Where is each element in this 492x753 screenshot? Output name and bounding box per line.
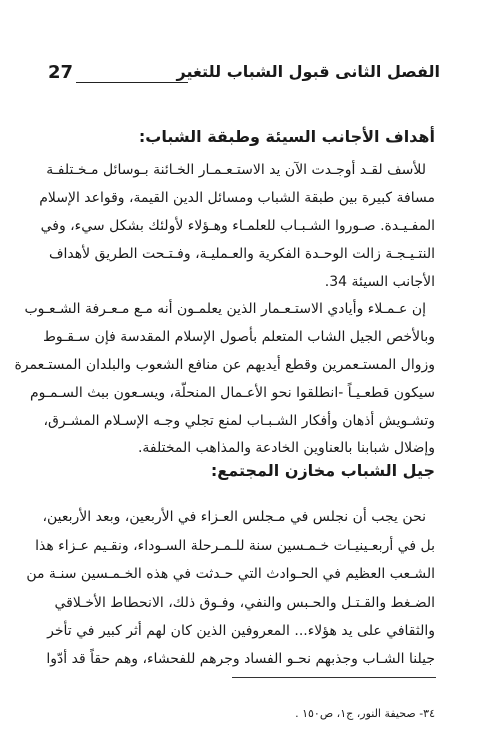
text-line: الضـغط والقـتـل والحـبس والنفي، وفـوق ذلك، الانحطاط الأخـلاقي — [54, 595, 435, 611]
text-line: وتشـويش أذهان وأفكار الشـبـاب لمنع تجلي وجـه الإسـلام المشـرق، — [43, 413, 435, 429]
text-line: للأسف لقـد أوجـدت الآن يد الاستـعـمـار الخـائنة بـوسائل مـخـتلفـة — [46, 162, 426, 178]
text-line: مسافة كبيرة بين طبقة الشباب ومسائل الدين القيمة، وقواعد الإسلام — [39, 190, 435, 206]
text-line: بل في أربعـينيـات خـمـسين سنة للـمـرحلة السـوداء، ونقـيم عـزاء هذا — [35, 538, 435, 554]
page-header — [40, 62, 440, 92]
running-title: الفصل الثانى قبول الشباب للتغير — [176, 62, 440, 81]
page-number: 27 — [48, 62, 74, 83]
text-line: الأجانب السيئة 34. — [324, 274, 435, 290]
footnote-rule — [232, 677, 436, 678]
section-heading: أهداف الأجانب السيئة وطبقة الشباب: — [138, 127, 435, 146]
text-line: المفـيـدة. صـوروا الشـبـاب للعلمـاء وهـؤلاء لأولئك بشكل سيء، وفي — [40, 218, 435, 234]
text-line: إن عـمـلاء وأيادي الاستـعـمار الذين يعلمـون أنه مـع مـعـرفة الشـعـوب — [24, 301, 426, 317]
text-line: النتـيـجـة زالت الوحـدة الفكرية والعـمليـة، وفـتـحت الطريق لأهداف — [49, 246, 435, 262]
text-line: وزوال المستـعمرين وقطع أيديهم عن منافع الشعوب والبلدان المستـعمرة — [14, 357, 435, 373]
text-line: الشـعب العظيم في الحـوادث التي حـدثت في هذه الخـمـسين سنـة من — [26, 566, 435, 582]
text-line: سيكون قطعـيـاً -انطلقوا نحو الأعـمال المنحلّة، ويسـعون ببث السـمـوم — [29, 385, 435, 401]
footnote: ٣٤- صحيفة النور، ج١، ص١٥٠ . — [295, 707, 435, 720]
text-line: وبالأخص الجيل الشاب المتعلم بأصول الإسلام المقدسة فإن سـقـوط — [42, 329, 435, 345]
header-rule — [76, 82, 188, 83]
text-line: وإضلال شبابنا بالعناوين الخادعة والمذاهب المختلفة. — [137, 440, 435, 456]
text-line: جيلنا الشـاب وجذبهم نحـو الفساد وجرهم للفحشاء، وهم حقاً قد أدّوا — [46, 651, 435, 667]
section-heading: جيل الشباب مخازن المجتمع: — [210, 461, 435, 480]
text-line: والثقافي على يد هؤلاء... المعروفين الذين كان لهم أثر كبير في تأخر — [47, 623, 435, 639]
text-line: نحن يجب أن نجلس في مـجلس العـزاء في الأربعين، وبعد الأربعين، — [42, 509, 426, 525]
